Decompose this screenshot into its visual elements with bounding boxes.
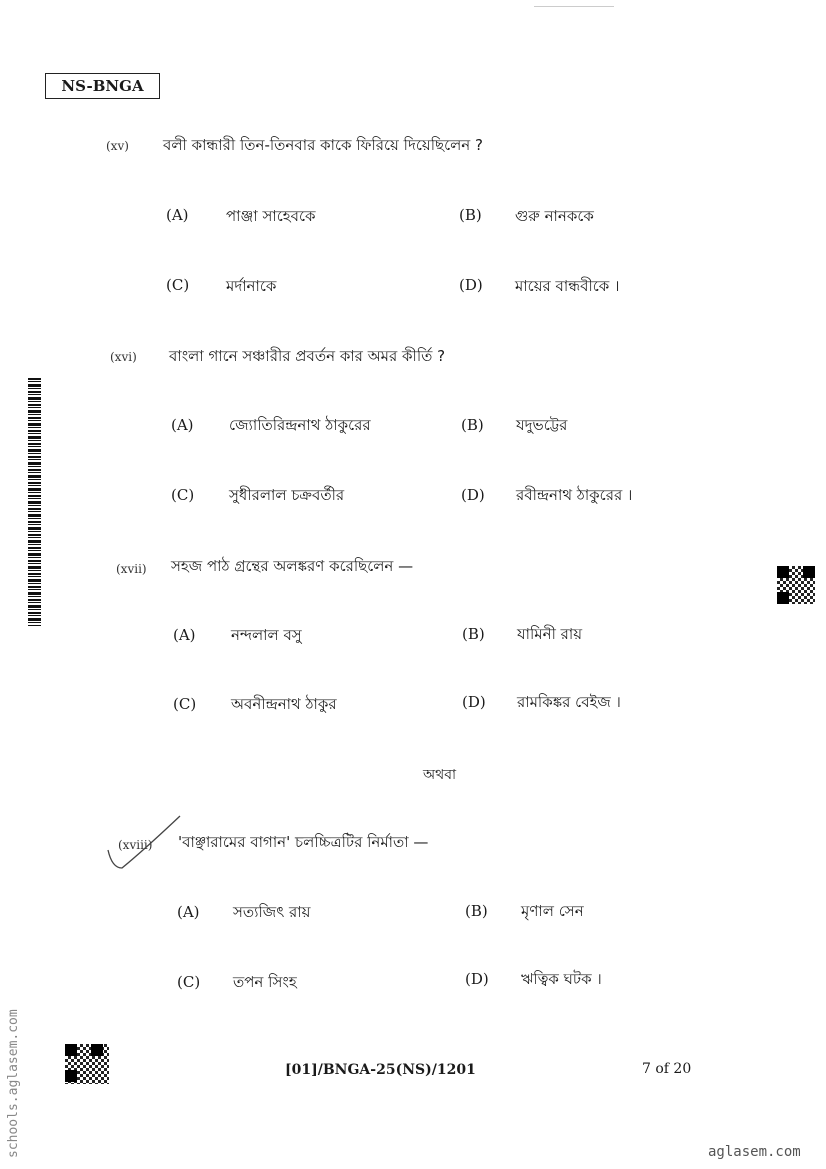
page-number: 7 of 20 <box>642 1061 692 1077</box>
option-letter: (B) <box>465 902 488 920</box>
option-text: রামকিঙ্কর বেইজ । <box>517 693 621 711</box>
question-number: (xvii) <box>116 562 147 576</box>
option-letter: (C) <box>171 486 195 504</box>
option-letter: (B) <box>461 416 484 434</box>
footer-paper-code: [01]/BNGA-25(NS)/1201 <box>285 1062 476 1078</box>
question-text: সহজ পাঠ গ্রন্থের অলঙ্করণ করেছিলেন — <box>171 557 414 575</box>
option-text: মায়ের বান্ধবীকে । <box>515 277 620 295</box>
question-text: বলী কান্ধারী তিন-তিনবার কাকে ফিরিয়ে দিয়েছিলেন ? <box>163 136 483 154</box>
side-watermark: schools.aglasem.com <box>6 1009 21 1158</box>
question-number: (xviii) <box>118 838 153 852</box>
option-letter: (C) <box>177 973 201 991</box>
paper-code-box: NS-BNGA <box>45 73 160 99</box>
barcode-icon <box>28 378 41 626</box>
qr-code-icon <box>64 1043 110 1085</box>
option-letter: (D) <box>459 276 483 294</box>
question-number: (xvi) <box>110 350 137 364</box>
option-text: ঋত্বিক ঘটক । <box>521 970 602 988</box>
option-letter: (D) <box>461 486 485 504</box>
option-letter: (B) <box>462 625 485 643</box>
option-text: যামিনী রায় <box>517 625 583 643</box>
option-text: মৃণাল সেন <box>521 902 584 920</box>
option-text: যদুভট্টের <box>516 416 568 434</box>
option-text: সত্যজিৎ রায় <box>233 903 311 921</box>
option-letter: (A) <box>171 416 194 434</box>
question-text: বাংলা গানে সঞ্চারীর প্রবর্তন কার অমর কীর্তি ? <box>169 347 446 365</box>
option-letter: (C) <box>166 276 190 294</box>
option-text: রবীন্দ্রনাথ ঠাকুরের । <box>516 486 633 504</box>
or-separator: অথবা <box>423 767 457 783</box>
option-text: সুধীরলাল চক্রবর্তীর <box>229 486 345 504</box>
option-text: নন্দলাল বসু <box>231 626 302 644</box>
option-letter: (A) <box>177 903 200 921</box>
option-text: মর্দানাকে <box>226 277 277 295</box>
pen-mark-icon <box>104 810 184 876</box>
qr-code-icon <box>776 565 816 605</box>
bottom-watermark: aglasem.com <box>708 1144 801 1160</box>
top-edge-mark <box>534 6 614 7</box>
option-text: তপন সিংহ <box>233 973 297 991</box>
option-text: জ্যোতিরিন্দ্রনাথ ঠাকুরের <box>229 416 371 434</box>
option-text: অবনীন্দ্রনাথ ঠাকুর <box>231 695 337 713</box>
option-letter: (A) <box>166 206 189 224</box>
option-text: গুরু নানককে <box>515 207 594 225</box>
option-letter: (D) <box>465 970 489 988</box>
option-letter: (D) <box>462 693 486 711</box>
option-letter: (B) <box>459 206 482 224</box>
question-number: (xv) <box>106 139 129 153</box>
option-letter: (C) <box>173 695 197 713</box>
option-text: পাঞ্জা সাহেবকে <box>226 207 316 225</box>
question-text: 'বাঞ্ছারামের বাগান' চলচ্চিত্রটির নির্মাতা — <box>178 833 429 851</box>
option-letter: (A) <box>173 626 196 644</box>
